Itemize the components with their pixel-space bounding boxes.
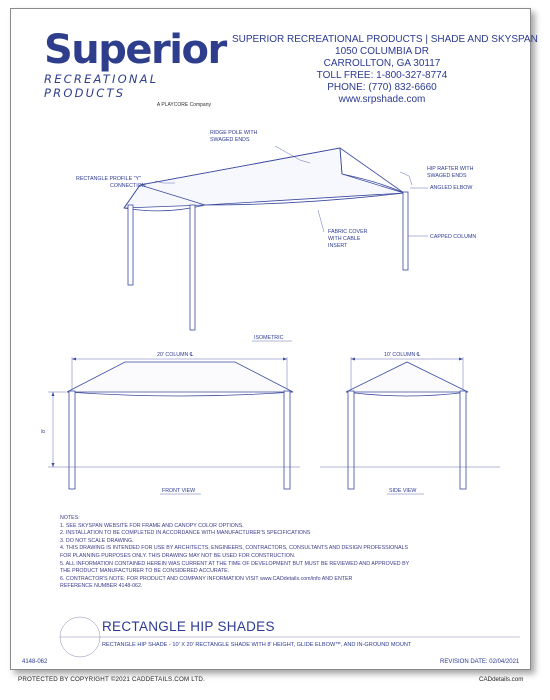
notes-heading: NOTES: xyxy=(60,515,80,521)
notes-block xyxy=(60,515,510,591)
front-view xyxy=(48,357,300,489)
canopy-fabric xyxy=(124,148,404,208)
note-item: FOR PLANNING PURPOSES ONLY. THIS DRAWING MAY NOT BE USED FOR CONSTRUCTION. xyxy=(60,552,296,559)
ridge-pole-label-2: SWAGED ENDS xyxy=(210,137,250,143)
isometric-label: ISOMETRIC xyxy=(254,335,284,341)
company-name: SUPERIOR RECREATIONAL PRODUCTS | SHADE AND SKYSPAN xyxy=(232,34,538,45)
side-dim-label: 10' COLUMN ℄ xyxy=(384,352,421,358)
drawing-title: RECTANGLE HIP SHADES xyxy=(102,619,275,634)
note-item: 3. DO NOT SCALE DRAWING. xyxy=(60,537,134,544)
capped-column-label: CAPPED COLUMN xyxy=(430,234,477,240)
caddetails-link[interactable]: CADdetails.com xyxy=(479,676,524,683)
logo-wordmark: Superior xyxy=(44,27,226,73)
note-item: 2. INSTALLATION TO BE COMPLETED IN ACCORDANCE WITH MANUFACTURER'S SPECIFICATIONS xyxy=(60,530,311,537)
copyright-notice: PROTECTED BY COPYRIGHT ©2021 CADDETAILS.COM LTD. xyxy=(18,676,205,683)
logo-tagline: A PLAYCORE Company xyxy=(156,102,211,108)
front-dim-label: 20' COLUMN ℄ xyxy=(157,352,194,358)
fabric-cover-label-3: INSERT xyxy=(328,243,348,249)
company-address-2: CARROLLTON, GA 30117 xyxy=(323,58,441,69)
fabric-cover-label-2: WITH CABLE xyxy=(328,236,361,242)
note-item: 5. ALL INFORMATION CONTAINED HEREIN WAS CURRENT AT THE TIME OF DEVELOPMENT BUT MUST BE REVIEWED AND APPROVED BY xyxy=(60,560,410,567)
note-item: REFERENCE NUMBER 4148-062. xyxy=(60,583,143,590)
hip-rafter-label-2: SWAGED ENDS xyxy=(427,173,467,179)
column xyxy=(403,192,408,270)
note-item: 4. THIS DRAWING IS INTENDED FOR USE BY ARCHITECTS, ENGINEERS, CONTRACTORS, CONSULTANTS AND DESIGN PROFESSIONALS xyxy=(60,545,409,552)
hip-rafter-label-1: HIP RAFTER WITH xyxy=(427,166,474,172)
note-item: THE PRODUCT MANUFACTURER TO BE CONSIDERED ACCURATE. xyxy=(60,568,230,575)
reference-number: 4148-062 xyxy=(22,659,48,665)
column xyxy=(190,205,195,330)
company-phone: PHONE: (770) 832-6660 xyxy=(327,82,437,93)
rect-profile-label-2: CONNECTION xyxy=(110,183,146,189)
column xyxy=(128,205,133,285)
rect-profile-label-1: RECTANGLE PROFILE "Y" xyxy=(76,176,141,182)
logo-subtitle: RECREATIONAL PRODUCTS xyxy=(44,72,159,100)
ridge-pole-label-1: RIDGE POLE WITH xyxy=(210,130,258,136)
isometric-view xyxy=(124,148,408,330)
company-address-1: 1050 COLUMBIA DR xyxy=(335,46,429,57)
company-tollfree: TOLL FREE: 1-800-327-8774 xyxy=(316,70,448,81)
side-view xyxy=(320,357,500,489)
height-label: 8' xyxy=(41,429,47,433)
front-view-label: FRONT VIEW xyxy=(162,488,196,494)
fabric-cover-label-1: FABRIC COVER xyxy=(328,229,368,235)
note-item: 6. CONTRACTOR'S NOTE: FOR PRODUCT AND COMPANY INFORMATION VISIT www.CADdetails.com/info AND ENTER xyxy=(60,575,353,582)
note-item: 1. SEE SKYSPAN WEBSITE FOR FRAME AND CANOPY COLOR OPTIONS. xyxy=(60,522,244,529)
drawing-subtitle: RECTANGLE HIP SHADE - 10' X 20' RECTANGLE SHADE WITH 8' HEIGHT, GLIDE ELBOW™, AND IN-GROUND MOUNT xyxy=(102,642,412,648)
side-view-label: SIDE VIEW xyxy=(389,488,417,494)
revision-date: REVISION DATE: 02/04/2021 xyxy=(440,659,520,665)
angled-elbow-label: ANGLED ELBOW xyxy=(430,185,473,191)
company-website: www.srpshade.com xyxy=(338,94,426,105)
